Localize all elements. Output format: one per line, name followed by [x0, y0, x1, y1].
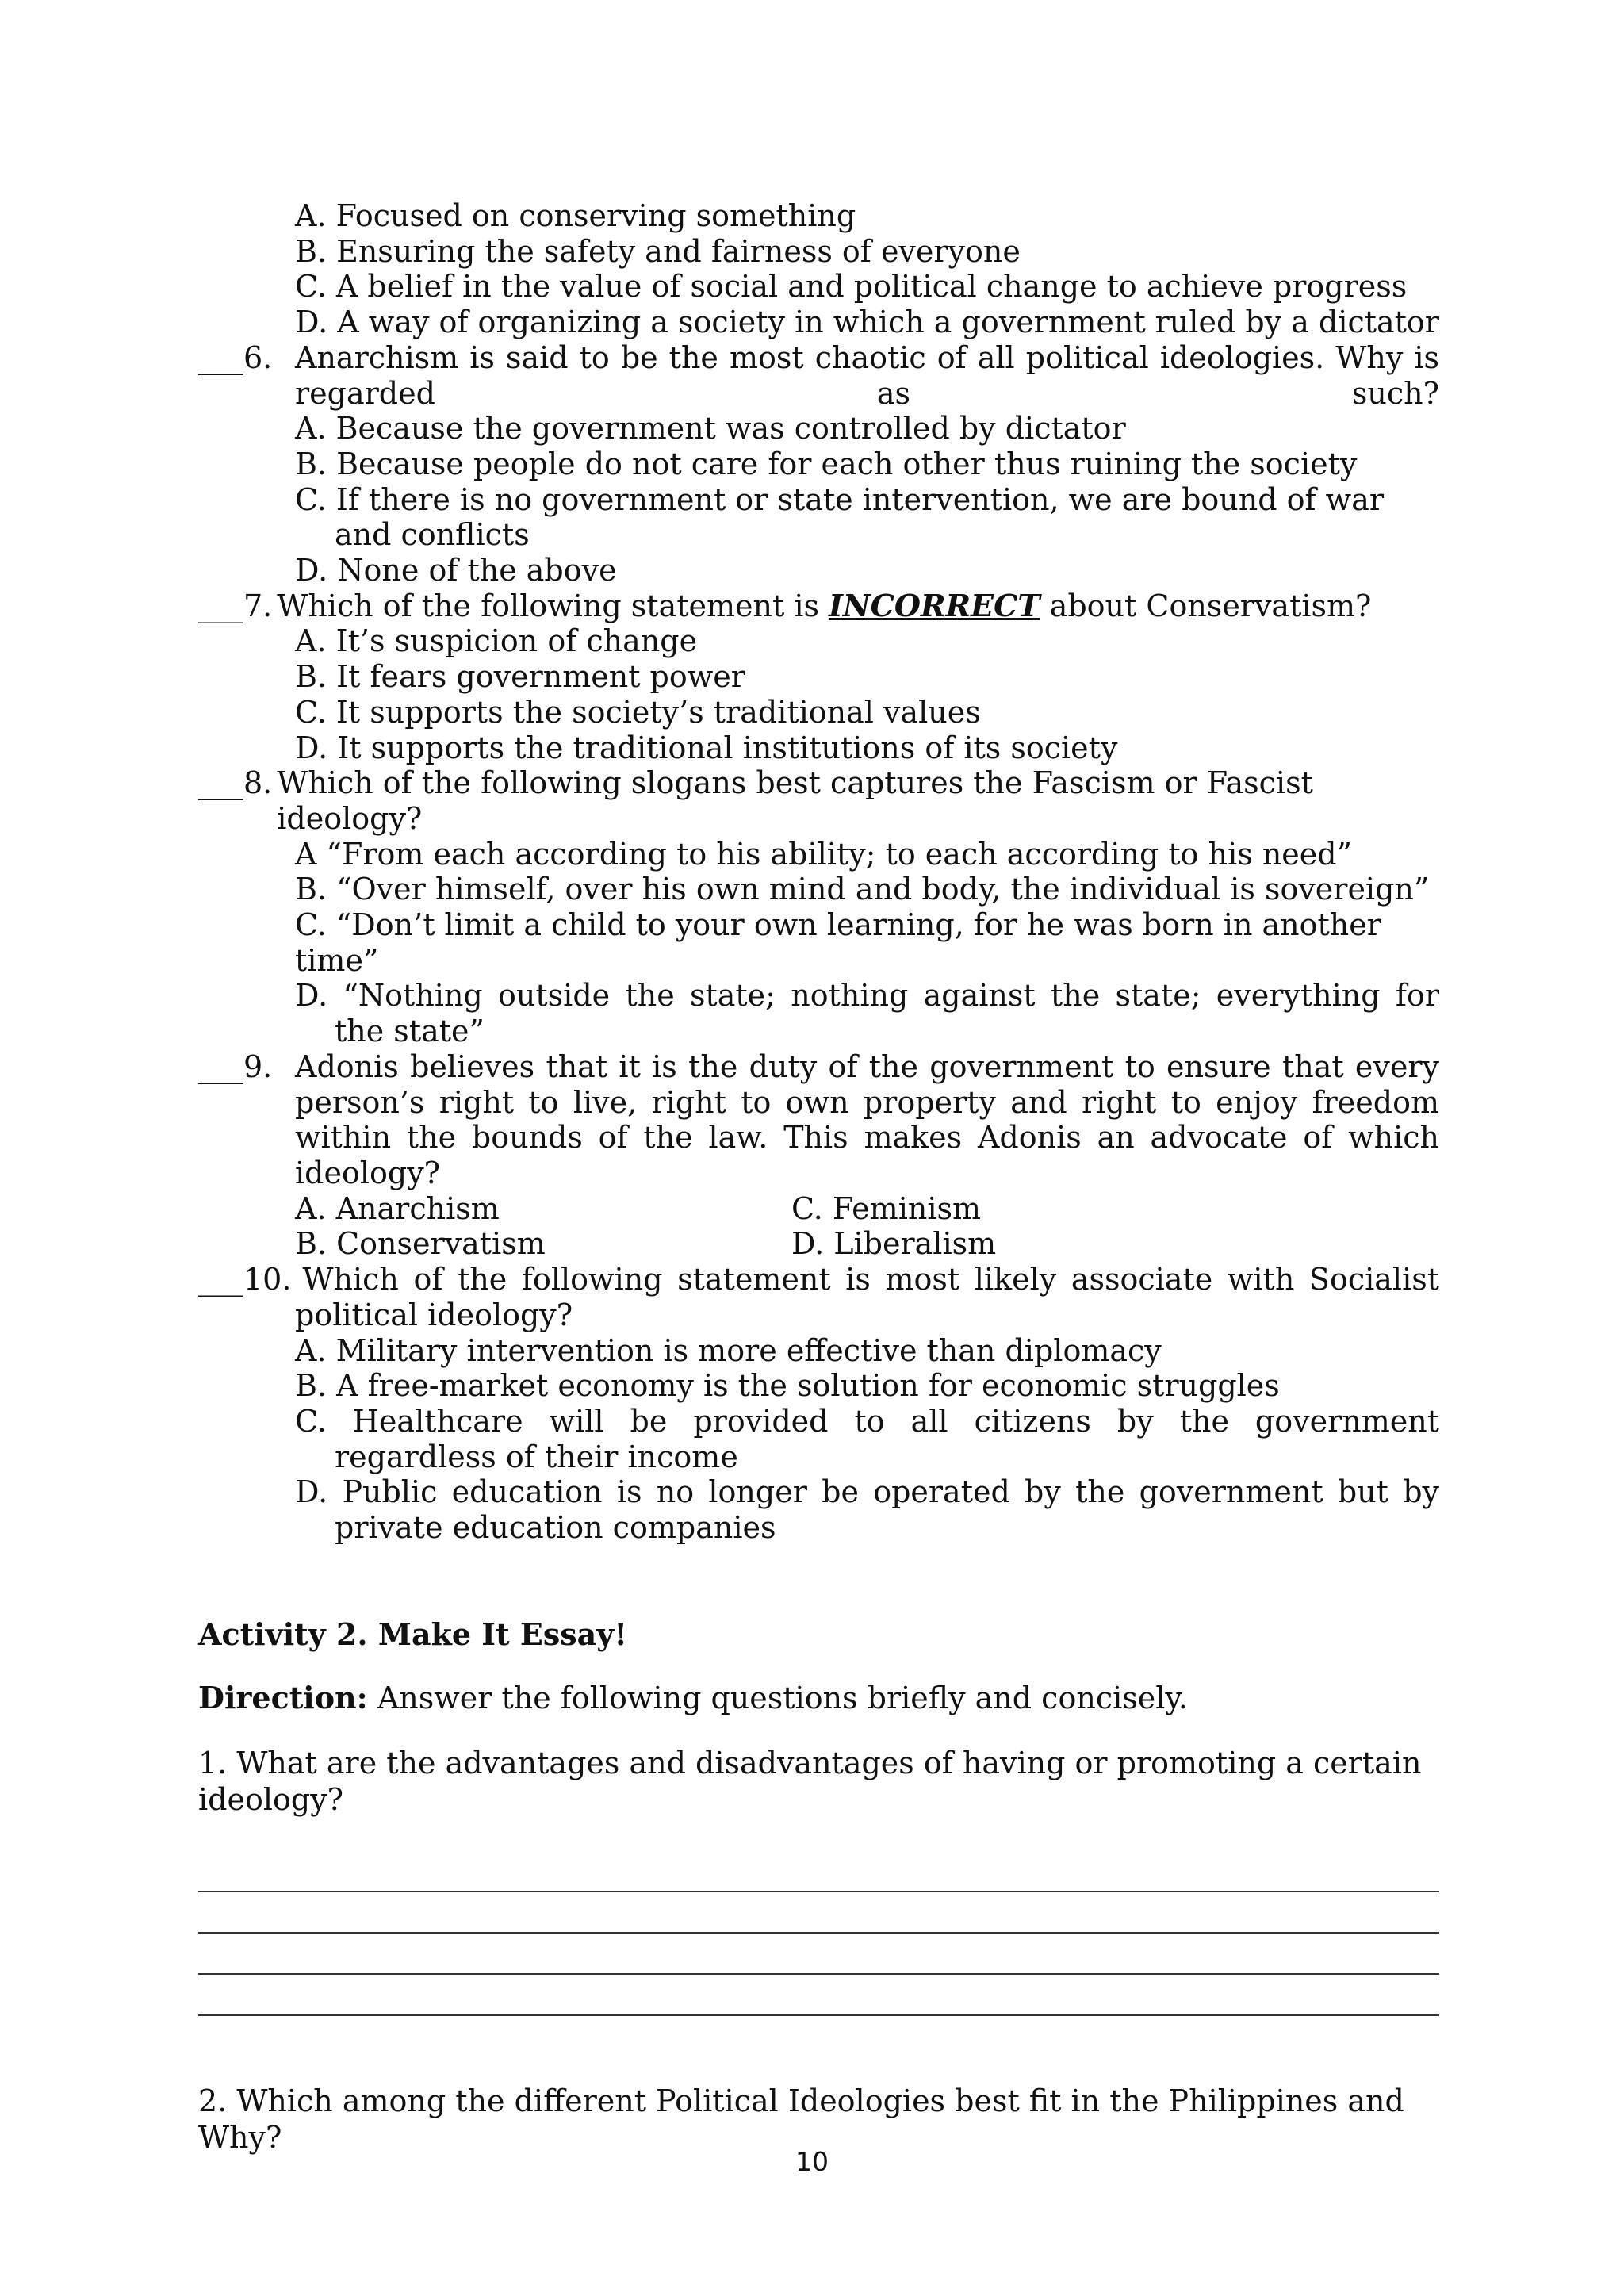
q8-option-a: A “From each according to his ability; to each according to his need”	[295, 836, 1353, 872]
question-10-number: ___10.	[198, 1262, 292, 1297]
q6-option-d: D. None of the above	[295, 553, 617, 588]
page-content	[198, 198, 1439, 2156]
q6-option-b: B. Because people do not care for each other thus ruining the society	[295, 446, 1358, 481]
q5-options	[198, 198, 1439, 340]
q6-option-a: A. Because the government was controlled by dictator	[295, 411, 1126, 447]
q9-options-row-2	[198, 1226, 1439, 1262]
answer-line[interactable]	[198, 1975, 1439, 2016]
question-7-number: ___7.	[198, 588, 273, 623]
q9-options-row-1	[198, 1191, 1439, 1227]
q10-option-c: C. Healthcare will be provided to all citizens by the government regardless of their income	[295, 1403, 1439, 1474]
essay-question-2: 2. Which among the different Political Ideologies best fit in the Philippines and Why?	[198, 2083, 1404, 2156]
answer-line[interactable]	[198, 1934, 1439, 1975]
q7-option-c: C. It supports the society’s traditional values	[295, 694, 981, 730]
question-6-number: ___6.	[198, 339, 273, 375]
direction-label: Direction:	[198, 1680, 368, 1716]
q5-option-b: B. Ensuring the safety and fairness of everyone	[295, 233, 1021, 269]
activity-heading: Activity 2. Make It Essay!	[198, 1616, 627, 1652]
direction	[198, 1681, 1439, 1716]
q9-option-a: A. Anarchism	[295, 1190, 500, 1226]
q10-option-d: D. Public education is no longer be operated by the government but by private education companies	[295, 1474, 1439, 1546]
q5-option-d: D. A way of organizing a society in which a government ruled by a dictator	[295, 305, 1439, 340]
q8-option-d: D. “Nothing outside the state; nothing against the state; everything for the state”	[295, 978, 1439, 1049]
q7-option-d: D. It supports the traditional institutions of its society	[295, 730, 1118, 765]
q8-option-c: C. “Don’t limit a child to your own learning, for he was born in another time”	[295, 907, 1381, 978]
incorrect-emphasis: INCORRECT	[829, 587, 1040, 623]
question-10	[198, 1262, 1439, 1297]
q10-option-a: A. Military intervention is more effective than diplomacy	[295, 1332, 1162, 1368]
essay-question-1: 1. What are the advantages and disadvantages of having or promoting a certain ideology?	[198, 1746, 1422, 1818]
q5-option-a: A. Focused on conserving something	[295, 198, 856, 233]
question-6-text: Anarchism is said to be the most chaotic of all political ideologies. Why is regarded as such?	[295, 339, 1439, 411]
q8-option-b: B. “Over himself, over his own mind and body, the individual is sovereign”	[295, 872, 1430, 907]
answer-line[interactable]	[198, 1892, 1439, 1934]
answer-line[interactable]	[198, 1851, 1439, 1892]
question-6	[198, 340, 1439, 411]
q9-option-c: C. Feminism	[791, 1190, 982, 1226]
q7-option-b: B. It fears government power	[295, 659, 745, 695]
question-7-text	[272, 588, 1439, 624]
q6-option-c: C. If there is no government or state intervention, we are bound of war and conflicts	[295, 481, 1385, 553]
q9-option-d: D. Liberalism	[791, 1226, 997, 1262]
question-7-text-after: about Conservatism?	[1049, 588, 1372, 623]
question-8-number: ___8.	[198, 765, 273, 801]
question-9-number: ___9.	[198, 1048, 273, 1084]
answer-lines[interactable]	[198, 1851, 1439, 2016]
q10-option-b: B. A free-market economy is the solution for economic struggles	[295, 1368, 1280, 1404]
question-8	[198, 765, 1439, 836]
q5-option-c: C. A belief in the value of social and political change to achieve progress	[295, 269, 1408, 305]
question-10-text-rest: political ideology?	[295, 1297, 573, 1332]
q7-option-a: A. It’s suspicion of change	[295, 623, 698, 659]
question-9-text: Adonis believes that it is the duty of the government to ensure that every person’s right to live, right to own property and right to enjoy freedom within the bounds of the law. This makes Adonis an advocate of which ideology?	[295, 1048, 1439, 1190]
direction-text: Answer the following questions briefly and concisely.	[377, 1681, 1188, 1716]
question-7-text-before: Which of the following statement is	[277, 588, 819, 623]
question-9	[198, 1049, 1439, 1191]
question-8-text: Which of the following slogans best captures the Fascism or Fascist ideology?	[277, 765, 1313, 836]
question-7	[198, 588, 1439, 624]
page-number: 10	[795, 2146, 829, 2177]
q9-option-b: B. Conservatism	[295, 1226, 546, 1262]
question-10-text-first-line: Which of the following statement is most likely associate with Socialist	[302, 1262, 1439, 1297]
